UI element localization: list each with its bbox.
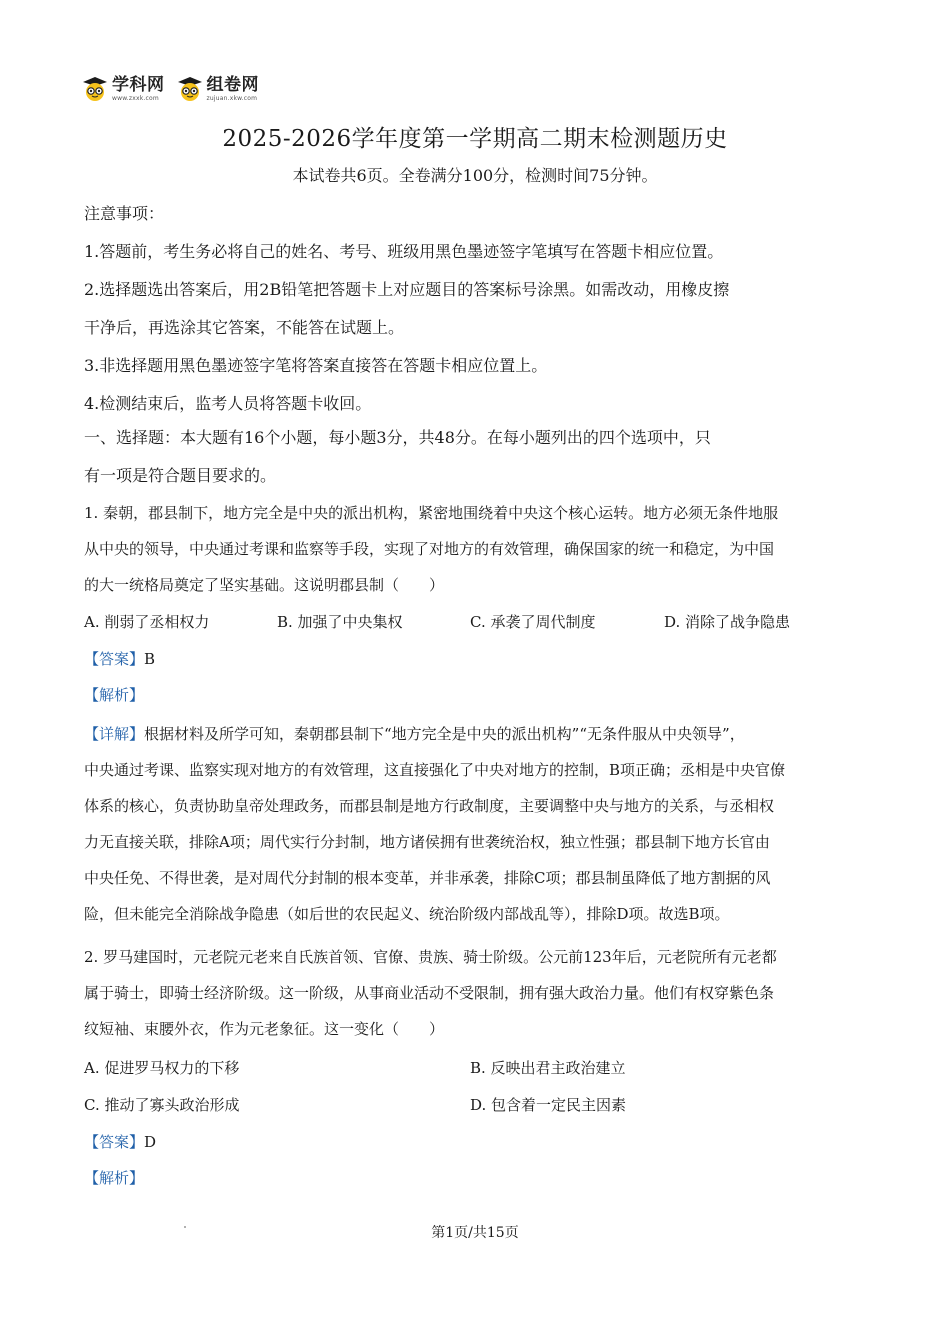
detail-text: 中央通过考课、监察实现对地方的有效管理，这直接强化了中央对地方的控制，B项正确；丞相是中央官僚: [84, 761, 786, 779]
logo-zujuanwang[interactable]: [177, 76, 260, 102]
option-a: A. 促进罗马权力的下移: [84, 1059, 240, 1077]
question-text: 的大一统格局奠定了坚实基础。这说明郡县制（ ）: [84, 576, 445, 594]
notes-section: [84, 195, 864, 423]
question-text: 从中央的领导，中央通过考课和监察等手段，实现了对地方的有效管理，确保国家的统一和稳定，为中国: [84, 540, 775, 558]
logo-name: 组卷网: [206, 74, 259, 95]
notes-line: 4.检测结束后，监考人员将答题卡收回。: [84, 394, 372, 413]
answer-tag: 【答案】: [84, 1133, 145, 1151]
detail-text: 体系的核心，负责协助皇帝处理政务，而郡县制是地方行政制度，主要调整中央与地方的关系，与丞相权: [84, 797, 775, 815]
logo-url: www.zxxk.com: [112, 94, 159, 102]
option-d: D. 消除了战争隐患: [664, 613, 791, 631]
section-line: 一、选择题：本大题有16个小题，每小题3分，共48分。在每小题列出的四个选项中，只: [84, 428, 711, 447]
logo-xuekewang[interactable]: [82, 76, 165, 102]
logo-name: 学科网: [112, 74, 165, 95]
option-d: D. 包含着一定民主因素: [470, 1096, 627, 1114]
notes-heading: 注意事项：: [84, 204, 165, 223]
question-text: 属于骑士，即骑士经济阶级。这一阶级，从事商业活动不受限制，拥有强大政治力量。他们有权穿紫色条: [84, 984, 775, 1002]
question-text: 纹短袖、束腰外衣，作为元老象征。这一变化（ ）: [84, 1020, 445, 1038]
analysis-tag: 【解析】: [84, 686, 145, 704]
option-c: C. 推动了寡头政治形成: [84, 1096, 240, 1114]
option-a: A. 削弱了丞相权力: [84, 613, 210, 631]
question-1-answer: [84, 641, 864, 713]
section-line: 有一项是符合题目要求的。: [84, 466, 277, 485]
question-1-stem: [84, 495, 864, 603]
page-title: 2025-2026学年度第一学期高二期末检测题历史: [222, 126, 728, 152]
answer-tag: 【答案】: [84, 650, 145, 668]
detail-text: 中央任免、不得世袭，是对周代分封制的根本变革，并非承袭，排除C项；郡县制虽降低了地方割据的风: [84, 869, 771, 887]
option-b: B. 反映出君主政治建立: [470, 1059, 626, 1077]
detail-text: 力无直接关联，排除A项；周代实行分封制，地方诸侯拥有世袭统治权，独立性强；郡县制下地方长官由: [84, 833, 770, 851]
option-c: C. 承袭了周代制度: [470, 613, 596, 631]
logo-url: zujuan.xkw.com: [206, 94, 258, 102]
detail-tag: 【详解】: [84, 725, 145, 743]
question-text: 2. 罗马建国时，元老院元老来自氏族首领、官僚、贵族、骑士阶级。公元前123年后，元老院所有元老都: [84, 948, 777, 966]
detail-text: 根据材料及所学可知，秦朝郡县制下“地方完全是中央的派出机构”“无条件服从中央领导”，: [144, 725, 745, 743]
notes-line: 干净后，再选涂其它答案，不能答在试题上。: [84, 318, 405, 337]
notes-line: 1.答题前，考生务必将自己的姓名、考号、班级用黑色墨迹签字笔填写在答题卡相应位置。: [84, 242, 724, 261]
question-2-answer: [84, 1124, 864, 1196]
question-1-detail: [84, 716, 864, 932]
answer-value: B: [144, 650, 156, 668]
option-b: B. 加强了中央集权: [277, 613, 403, 631]
page-subtitle: 本试卷共6页。全卷满分100分，检测时间75分钟。: [292, 166, 658, 185]
header-logos: [82, 74, 259, 104]
question-2-stem: [84, 939, 864, 1047]
owl-mascot-icon: [82, 76, 108, 102]
question-1-options: [84, 604, 864, 640]
question-text: 1. 秦朝，郡县制下，地方完全是中央的派出机构，紧密地围绕着中央这个核心运转。地方必须无条件地服: [84, 504, 779, 522]
detail-text: 险，但未能完全消除战争隐患（如后世的农民起义、统治阶级内部战乱等），排除D项。故选B项。: [84, 905, 730, 923]
section-heading: [84, 419, 864, 495]
question-2-options-row1: [84, 1050, 864, 1086]
analysis-tag: 【解析】: [84, 1169, 145, 1187]
question-2-options-row2: [84, 1087, 864, 1123]
notes-line: 2.选择题选出答案后，用2B铅笔把答题卡上对应题目的答案标号涂黑。如需改动，用橡皮擦: [84, 280, 730, 299]
notes-line: 3.非选择题用黑色墨迹签字笔将答案直接答在答题卡相应位置上。: [84, 356, 548, 375]
owl-mascot-icon: [177, 76, 203, 102]
page-footer: 第1页/共15页: [431, 1225, 519, 1241]
answer-value: D: [144, 1133, 157, 1151]
